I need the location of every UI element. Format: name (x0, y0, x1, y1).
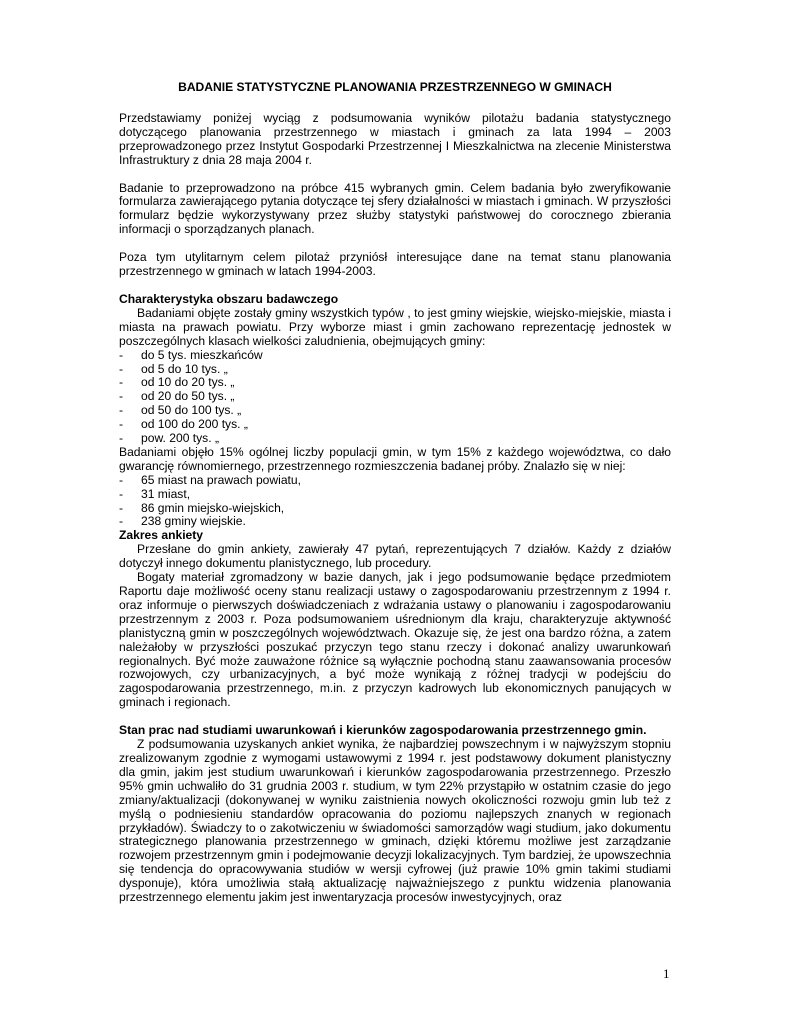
list-item: - 86 gmin miejsko-wiejskich, (119, 502, 671, 516)
studies-status-paragraph-1: Z podsumowania uzyskanych ankiet wynika, że najbardziej powszechnym i w najwyższym stopniu zrealizowanym zgodnie z wymogami ustawowymi z 1994 r. jest podstawowy dokument planistyczny dla gmin, jakim jest studium uwarunkowań i kierunków zagospodarowania przestrzennego. Przeszło 95% gmin uchwaliło do 31 grudnia 2003 r. studium, w tym 22% przystąpiło w ostatnim czasie do jego zmiany/aktualizacji (dokonywanej w wyniku zaistnienia nowych okoliczności rozwoju gmin lub też z myślą o podniesieniu standardów opracowania do poziomu najlepszych znanych w regionach przykładów). Świadczy to o zakotwiczeniu w świadomości samorządów wagi studium, jako dokumentu strategicznego planowania przestrzennego w gminach, dzięki któremu możliwe jest zarządzanie rozwojem przestrzennym gmin i podejmowanie decyzji lokalizacyjnych. Tym bardziej, że upowszechnia się tendencja do opracowywania studiów w wersji cyfrowej (już prawie 10% gmin takimi studiami dysponuje), która umożliwia stałą aktualizację najważniejszego z punktu widzenia planowania przestrzennego elementu jakim jest inwentaryzacja procesów inwestycyjnych, oraz (119, 737, 671, 905)
list-item: - od 5 do 10 tys. „ (119, 363, 671, 377)
list-item: - od 100 do 200 tys. „ (119, 418, 671, 432)
section-heading-research-area: Charakterystyka obszaru badawczego (119, 291, 339, 306)
research-area-paragraph-2: Badaniami objęło 15% ogólnej liczby populacji gmin, w tym 15% z każdego województwa, co dało gwarancję równomiernego, przestrzennego rozmieszczenia badanej próby. Znalazło się w niej: (119, 444, 671, 473)
intro-paragraph-3: Poza tym utylitarnym celem pilotaż przyniósł interesujące dane na temat stanu planowania przestrzennego w gminach w latach 1994-2003. (119, 250, 671, 279)
list-item: - pow. 200 tys. „ (119, 432, 671, 446)
list-item: - 65 miast na prawach powiatu, (119, 474, 671, 488)
section-heading-survey-scope: Zakres ankiety (119, 528, 204, 543)
document-page (119, 81, 671, 905)
list-item: - od 50 do 100 tys. „ (119, 404, 671, 418)
list-item: - od 10 do 20 tys. „ (119, 376, 671, 390)
survey-scope-paragraph-2: Bogaty materiał zgromadzony w bazie danych, jak i jego podsumowanie będące przedmiotem Raportu daje możliwość oceny stanu realizacji ustawy o zagospodarowaniu przestrzennym z 1994 r. oraz informuje o pierwszych doświadczeniach z wdrażania ustawy o planowaniu i zagospodarowaniu przestrzennym z 2003 r. Poza podsumowaniem uśrednionym dla kraju, charakteryzuje aktywność planistyczną gmin w poszczególnych województwach. Okazuje się, że jest ona bardzo różna, a zatem należałoby w przyszłości poszukać przyczyn tego stanu rzeczy i dokonać analizy uwarunkowań regionalnych. Być może zauważone różnice są wyłącznie pochodną stanu zaawansowania procesów rozwojowych, czy urbanizacyjnych, a być może wynikają z różnej tradycji w podejściu do zagospodarowania przestrzennego, m.in. z przyczyn kadrowych lub ekonomicznych panujących w gminach i regionach. (119, 570, 671, 710)
document-title: BADANIE STATYSTYCZNE PLANOWANIA PRZESTRZENNEGO W GMINACH (178, 80, 612, 94)
list-item: - 238 gminy wiejskie. (119, 515, 671, 529)
research-area-paragraph-1: Badaniami objęte zostały gminy wszystkich typów , to jest gminy wiejskie, wiejsko-miejskie, miasta i miasta na prawach powiatu. Przy wyborze miast i gmin zachowano reprezentację jednostek w poszczególnych klasach wielkości zaludnienia, obejmujących gminy: (119, 305, 671, 348)
list-item: - od 20 do 50 tys. „ (119, 390, 671, 404)
survey-scope-paragraph-1: Przesłane do gmin ankiety, zawierały 47 pytań, reprezentujących 7 działów. Każdy z działów dotyczył innego dokumentu planistycznego, lub procedury. (119, 542, 671, 571)
list-item: - do 5 tys. mieszkańców (119, 349, 671, 363)
section-heading-studies-status: Stan prac nad studiami uwarunkowań i kierunków zagospodarowania przestrzennego gmin. (119, 723, 647, 738)
list-item: - 31 miast, (119, 488, 671, 502)
intro-paragraph-1: Przedstawiamy poniżej wyciąg z podsumowania wyników pilotażu badania statystycznego dotyczącego planowania przestrzennego w miastach i gminach za lata 1994 – 2003 przeprowadzonego przez Instytut Gospodarki Przestrzennej I Mieszkalnictwa na zlecenie Ministerstwa Infrastruktury z dnia 28 maja 2004 r. (119, 110, 671, 167)
sample-list (119, 474, 671, 530)
page-number: 1 (663, 966, 670, 981)
intro-paragraph-2: Badanie to przeprowadzono na próbce 415 wybranych gmin. Celem badania było zweryfikowanie formularza zawierającego pytania dotyczące tej sfery działalności w miastach i gminach. W przyszłości formularz będzie wykorzystywany przez służby statystyki państwowej do corocznego zbierania informacji o sporządzanych planach. (119, 180, 671, 237)
size-class-list (119, 349, 671, 446)
